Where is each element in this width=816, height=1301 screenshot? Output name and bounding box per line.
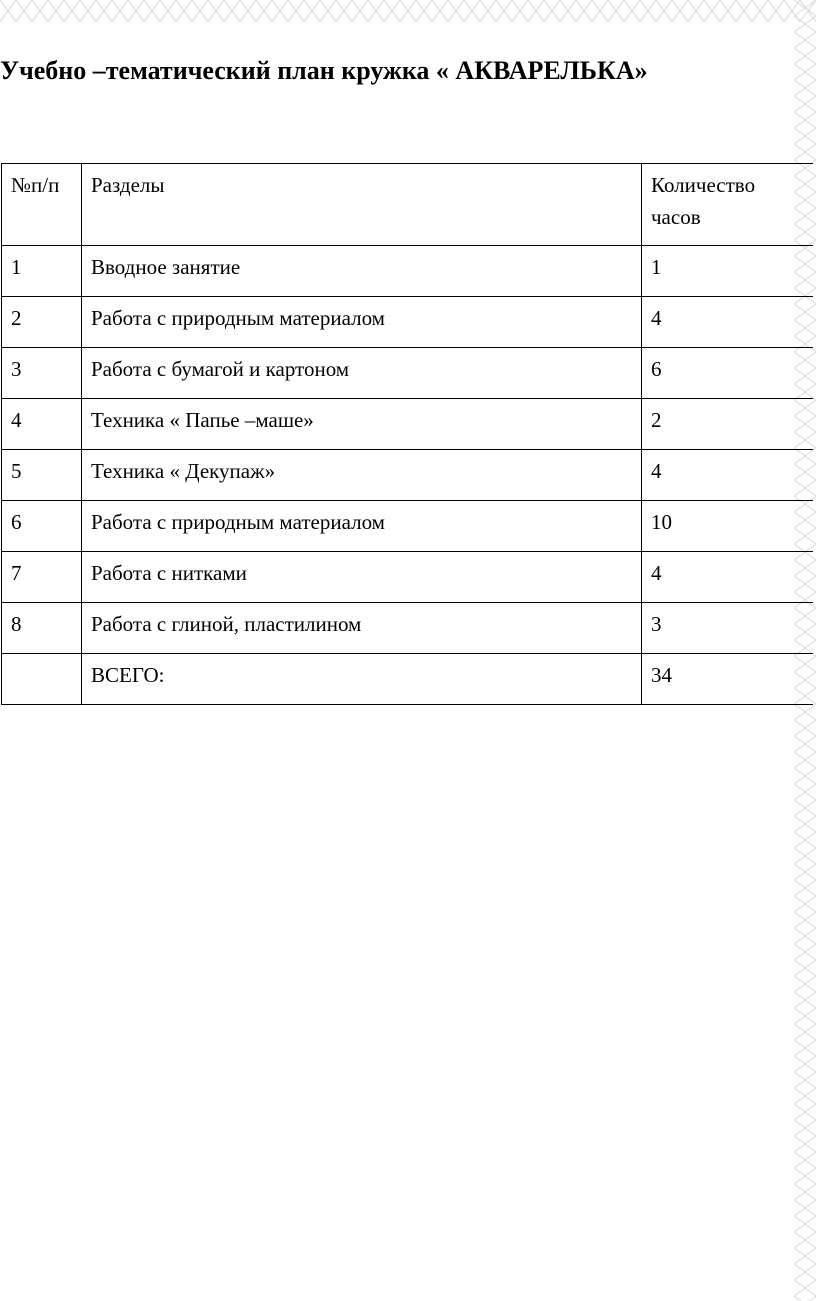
row-num: 7 (2, 552, 82, 603)
table-row (2, 348, 813, 399)
row-section: Работа с природным материалом (82, 297, 642, 348)
table-row (2, 246, 813, 297)
row-hours: 6 (642, 348, 813, 399)
table-header-row (2, 164, 813, 246)
table-row (2, 450, 813, 501)
row-num: 3 (2, 348, 82, 399)
curriculum-table (1, 163, 813, 705)
row-section: Вводное занятие (82, 246, 642, 297)
row-num: 5 (2, 450, 82, 501)
header-hours-line2: часов (651, 205, 701, 229)
header-section: Разделы (82, 164, 642, 246)
row-hours: 4 (642, 552, 813, 603)
row-section: Техника « Декупаж» (82, 450, 642, 501)
row-num: 6 (2, 501, 82, 552)
table-row (2, 399, 813, 450)
row-hours: 10 (642, 501, 813, 552)
table-row (2, 297, 813, 348)
total-label: ВСЕГО: (82, 654, 642, 705)
table-row (2, 501, 813, 552)
table-row (2, 603, 813, 654)
row-section: Работа с глиной, пластилином (82, 603, 642, 654)
row-num: 2 (2, 297, 82, 348)
row-num: 8 (2, 603, 82, 654)
row-hours: 2 (642, 399, 813, 450)
row-section: Техника « Папье –маше» (82, 399, 642, 450)
table-row (2, 552, 813, 603)
row-section: Работа с нитками (82, 552, 642, 603)
header-hours (642, 164, 813, 246)
row-num: 4 (2, 399, 82, 450)
decorative-border-top (0, 0, 816, 22)
page-title: Учебно –тематический план кружка « АКВАРЕЛЬКА» (0, 56, 648, 85)
total-hours: 34 (642, 654, 813, 705)
row-hours: 1 (642, 246, 813, 297)
row-hours: 4 (642, 450, 813, 501)
total-num-empty (2, 654, 82, 705)
row-hours: 4 (642, 297, 813, 348)
row-hours: 3 (642, 603, 813, 654)
row-num: 1 (2, 246, 82, 297)
header-hours-line1: Количество (651, 173, 756, 197)
header-num: №п/п (2, 164, 82, 246)
row-section: Работа с бумагой и картоном (82, 348, 642, 399)
row-section: Работа с природным материалом (82, 501, 642, 552)
table-total-row (2, 654, 813, 705)
